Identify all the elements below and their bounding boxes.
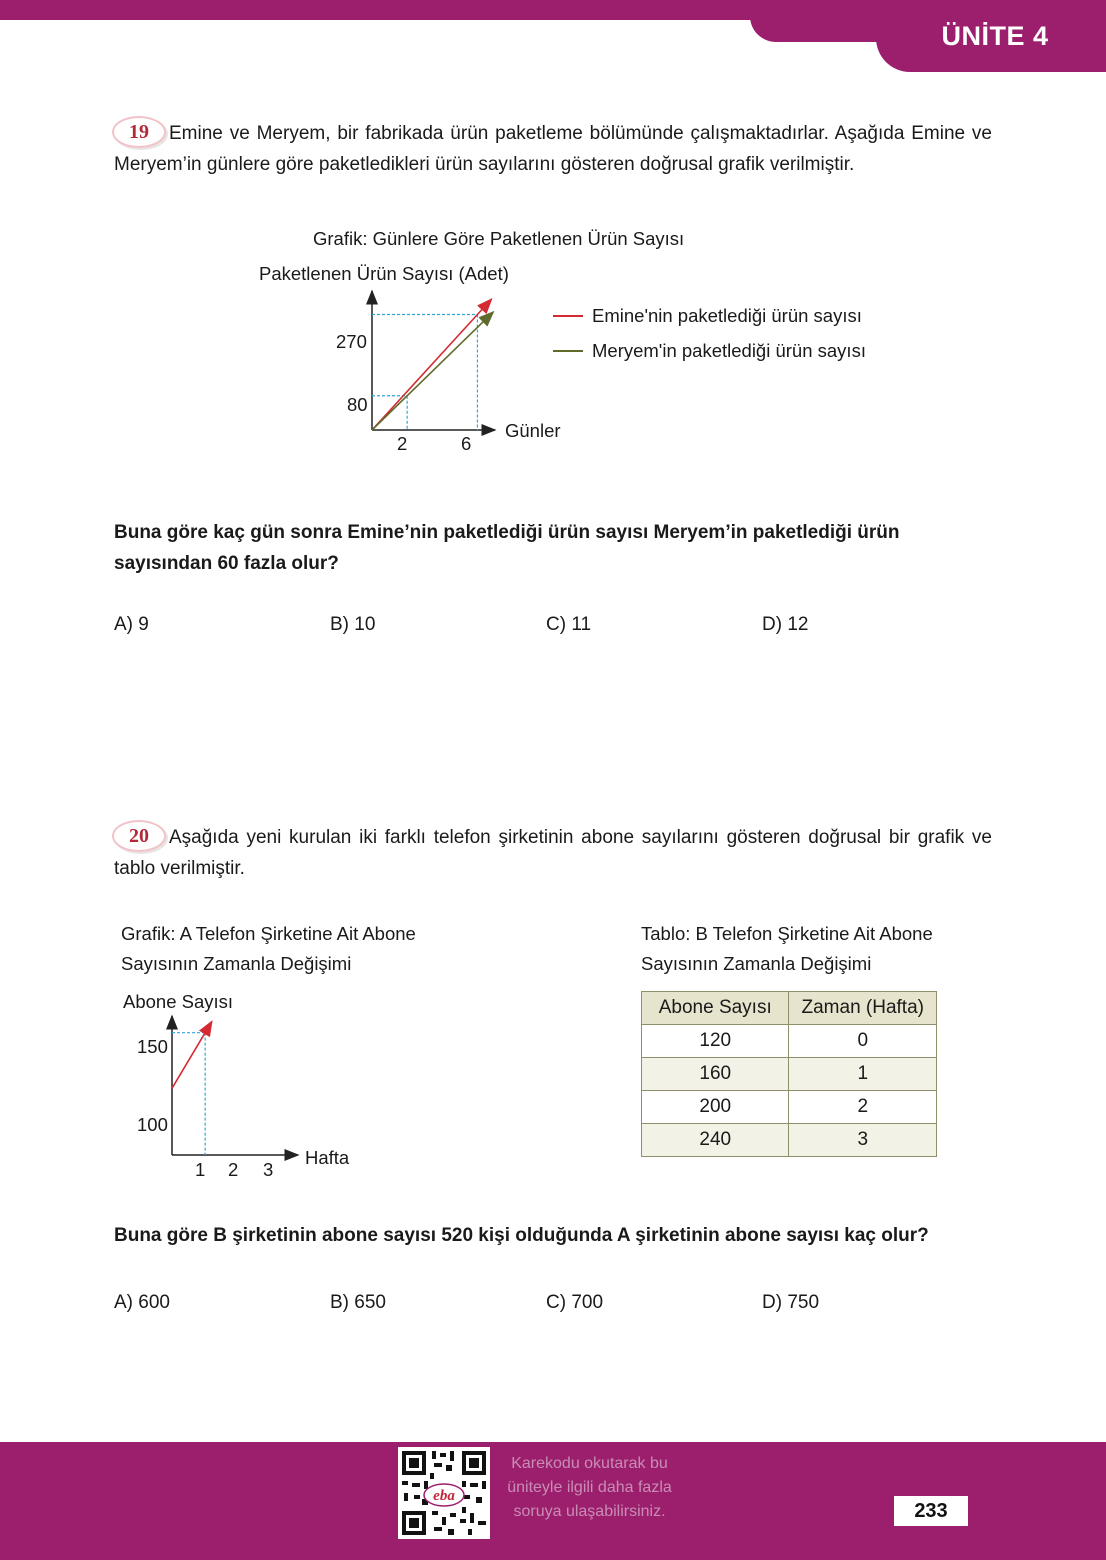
table-row xyxy=(642,1058,937,1091)
table-header-time: Zaman (Hafta) xyxy=(789,992,937,1025)
qr-note: Karekodu okutarak bu üniteyle ilgili daha fazla soruya ulaşabilirsiniz. xyxy=(507,1455,672,1520)
table-row xyxy=(642,1025,937,1058)
table-title-line1: Tablo: B Telefon Şirketine Ait Abone xyxy=(641,923,933,944)
table-cell: 160 xyxy=(642,1058,789,1091)
question-20-number: 20 xyxy=(112,820,166,852)
q20-option-a[interactable]: A) 600 xyxy=(114,1292,170,1313)
unit-label: ÜNİTE 4 xyxy=(876,0,1106,72)
table-cell: 1 xyxy=(789,1058,937,1091)
chart2-plot xyxy=(150,1010,310,1175)
page-number: 233 xyxy=(894,1496,968,1526)
question-19-number: 19 xyxy=(112,116,166,148)
table-header-subscribers: Abone Sayısı xyxy=(642,992,789,1025)
legend-label-emine: Emine'nin paketlediği ürün sayısı xyxy=(592,305,862,326)
chart1-y-tick-80: 80 xyxy=(347,394,368,415)
question-20-prompt: Buna göre B şirketinin abone sayısı 520 kişi olduğunda A şirketinin abone sayısı kaç olur? xyxy=(114,1225,929,1246)
table-row xyxy=(642,1091,937,1124)
chart2-y-tick-150: 150 xyxy=(137,1036,168,1057)
q20-option-c[interactable]: C) 700 xyxy=(546,1292,604,1313)
q20-option-b[interactable]: B) 650 xyxy=(330,1292,386,1313)
eba-logo-text: eba xyxy=(433,1488,455,1504)
q19-option-d[interactable]: D) 12 xyxy=(762,614,809,635)
subscriber-table xyxy=(641,991,937,1157)
legend-swatch-meryem xyxy=(553,350,583,352)
table-row xyxy=(642,1124,937,1157)
header-tab-curve xyxy=(750,0,890,42)
chart2-x-tick-2: 2 xyxy=(228,1159,239,1180)
qr-code-icon[interactable] xyxy=(398,1447,490,1539)
q20-option-d[interactable]: D) 750 xyxy=(762,1292,820,1313)
chart1-x-tick-6: 6 xyxy=(461,433,472,454)
chart2-series-a xyxy=(172,1022,212,1089)
chart2-title-line1: Grafik: A Telefon Şirketine Ait Abone xyxy=(121,923,416,944)
q19-option-c[interactable]: C) 11 xyxy=(546,614,592,635)
chart1-x-tick-2: 2 xyxy=(397,433,408,454)
chart2-y-tick-100: 100 xyxy=(137,1114,168,1135)
chart2-x-label: Hafta xyxy=(305,1147,350,1168)
chart2-x-tick-3: 3 xyxy=(263,1159,274,1180)
chart2-title-line2: Sayısının Zamanla Değişimi xyxy=(121,953,352,974)
table-title-line2: Sayısının Zamanla Değişimi xyxy=(641,953,872,974)
chart2-x-tick-1: 1 xyxy=(195,1159,206,1180)
chart1-x-label: Günler xyxy=(505,420,561,441)
question-20-text: Aşağıda yeni kurulan iki farklı telefon şirketinin abone sayılarını gösteren doğrusal bir grafik ve tablo verilmiştir. xyxy=(114,827,992,879)
table-cell: 240 xyxy=(642,1124,789,1157)
table-cell: 200 xyxy=(642,1091,789,1124)
q19-option-a[interactable]: A) 9 xyxy=(114,614,149,635)
table-cell: 120 xyxy=(642,1025,789,1058)
chart1-series-meryem xyxy=(372,312,493,430)
question-19-prompt: Buna göre kaç gün sonra Emine’nin paketlediği ürün sayısı Meryem’in paketlediği ürün sayısından 60 fazla olur? xyxy=(114,522,900,574)
chart1-y-tick-270: 270 xyxy=(336,331,367,352)
q19-option-b[interactable]: B) 10 xyxy=(330,614,376,635)
question-19-text: Emine ve Meryem, bir fabrikada ürün paketleme bölümünde çalışmaktadırlar. Aşağıda Emine ve Meryem’in günlere göre paketledikleri ürün sayılarını gösteren doğrusal grafik verilmiştir. xyxy=(114,123,992,175)
table-cell: 2 xyxy=(789,1091,937,1124)
table-cell: 0 xyxy=(789,1025,937,1058)
chart1-y-label: Paketlenen Ürün Sayısı (Adet) xyxy=(259,263,509,284)
chart1-title: Grafik: Günlere Göre Paketlenen Ürün Sayısı xyxy=(313,228,685,249)
legend-label-meryem: Meryem'in paketlediği ürün sayısı xyxy=(592,340,866,361)
table-cell: 3 xyxy=(789,1124,937,1157)
legend-swatch-emine xyxy=(553,315,583,317)
chart2-y-label: Abone Sayısı xyxy=(123,991,234,1012)
chart1-series-emine xyxy=(372,299,491,430)
